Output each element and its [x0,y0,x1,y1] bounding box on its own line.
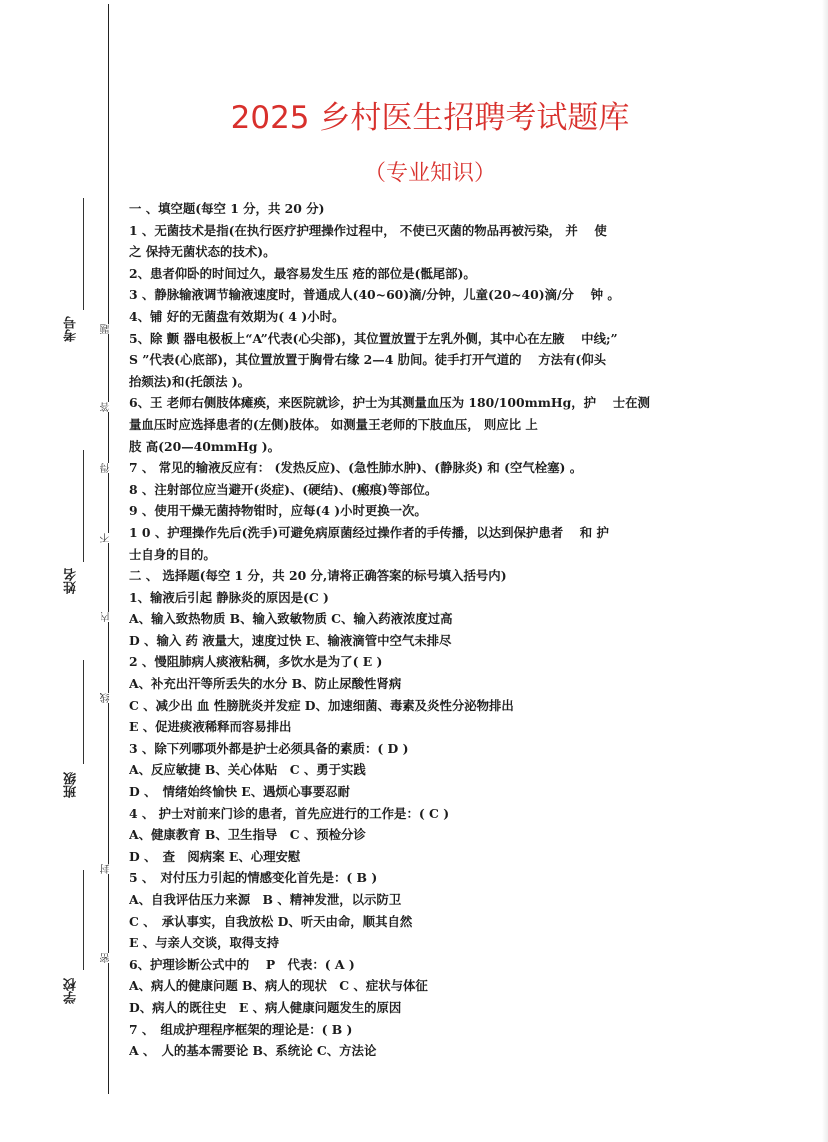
binding-mark: 封 [101,864,115,874]
text-line: 抬颏法)和(托颌法 )。 [129,373,251,389]
text-line: 1 、无菌技术是指(在执行医疗护理操作过程中， 不使已灭菌的物品再被污染， 并 使 [129,222,607,238]
text-line: A、自我评估压力来源 B 、精神发泄，以示防卫 [129,892,402,907]
text-line: E 、与亲人交谈，取得支持 [129,935,280,951]
text-line: 8 、注射部位应当避开(炎症)、(硬结)、(瘢痕)等部位。 [129,481,438,497]
text-line: 士自身的目的。 [129,546,216,562]
text-line: 4、铺 好的无菌盘有效期为( 4 )小时。 [129,308,345,324]
exam-number-field[interactable] [62,198,84,358]
text-line: S ”代表(心底部)，其位置放置于胸骨右缘 2—4 肋间。徒手打开气道的 方法有(仰头 [129,352,607,368]
text-line: 3 、除下列哪项外都是护士必须具备的素质：( D ) [129,740,409,756]
text-line: 5 、 对付压力引起的情感变化首先是：( B ) [129,870,378,886]
class-field[interactable] [62,660,84,810]
text-line: A、补充出汗等所丢失的水分 B、防止尿酸性肾病 [129,676,402,692]
text-line: 9 、使用干燥无菌持物钳时，应每(4 )小时更换一次。 [129,503,427,519]
binding-line [108,4,109,1094]
text-line: 肢 高(20—40mmHg )。 [129,438,280,454]
class-label: 班级 [64,772,79,798]
text-line: 2、患者仰卧的时间过久，最容易发生压 疮的部位是(骶尾部)。 [129,265,476,281]
text-line: C 、减少出 血 性膀胱炎并发症 D、加速细菌、毒素及炎性分泌物排出 [129,697,514,713]
text-line: 7 、 常见的输液反应有： (发热反应)、(急性肺水肿)、(静脉炎) 和 (空气栓塞) 。 [129,460,583,476]
binding-mark: 不 [101,533,115,543]
text-line: 量血压时应选择患者的(左侧)肢体。 如测量王老师的下肢血压， 则应比 上 [129,416,538,432]
binding-mark: 答 [101,402,115,412]
text-line: A 、 人的基本需要论 B、系统论 C、方法论 [129,1043,377,1059]
text-line: E 、促进痰液稀释而容易排出 [129,719,292,735]
exam-number-line [83,198,84,310]
name-label: 姓名 [64,568,79,594]
text-line: 1 0 、护理操作先后(洗手)可避免病原菌经过操作者的手传播，以达到保护患者 和 护 [129,524,609,540]
page-subtitle: （专业知识） [363,161,496,186]
text-line: 7 、 组成护理程序框架的理论是：( B ) [129,1021,353,1037]
binding-mark: 线 [101,693,115,703]
text-line: D 、 查 阅病案 E、心理安慰 [129,848,301,864]
text-line: 一 、填空题(每空 1 分，共 20 分) [129,201,325,216]
name-line [83,450,84,562]
text-line: A、反应敏捷 B、关心体贴 C 、勇于实践 [129,762,366,778]
page-title: 2025 乡村医生招聘考试题库 [230,100,630,136]
binding-mark: 得 [101,463,115,473]
school-field[interactable] [62,870,84,1020]
school-line [83,870,84,970]
question-content [129,198,709,1062]
binding-mark: 题 [101,324,115,334]
text-line: 6、王 老师右侧肢体瘫痪，来医院就诊，护士为其测量血压为 180/100mmHg，护 士在测 [129,395,650,411]
text-line: 之 保持无菌状态的技术)。 [129,244,276,260]
text-line: 3 、静脉输液调节输液速度时，普通成人(40~60)滴/分钟，儿童(20~40)滴/分 钟 。 [129,287,620,303]
binding-mark: 密 [101,953,115,963]
binding-mark: 内 [101,612,115,622]
text-line: 2 、慢阻肺病人痰液粘稠，多饮水是为了( E ) [129,654,383,670]
text-line: D、病人的既往史 E 、病人健康问题发生的原因 [129,999,402,1015]
text-line: 二 、 选择题(每空 1 分，共 20 分,请将正确答案的标号填入括号内) [129,568,507,584]
name-field[interactable] [62,450,84,600]
text-line: 1、输液后引起 静脉炎的原因是(C ) [129,589,329,605]
text-line: D 、 情绪始终愉快 E、遇烦心事要忍耐 [129,784,350,800]
exam-number-label: 考号 [64,316,79,342]
text-line: A、健康教育 B、卫生指导 C 、预检分诊 [129,827,366,843]
text-line: A、病人的健康问题 B、病人的现状 C 、症状与体征 [129,978,428,994]
text-line: 4 、 护士对前来门诊的患者，首先应进行的工作是：( C ) [129,805,450,821]
text-line: C 、 承认事实，自我放松 D、听天由命，顺其自然 [129,913,413,929]
text-line: 5、除 颤 器电极板上“A”代表(心尖部)，其位置放置于左乳外侧，其中心在左腋 中线;” [129,330,618,346]
school-label: 学校 [64,978,79,1004]
page-edge [822,0,828,1142]
text-line: A、输入致热物质 B、输入致敏物质 C、输入药液浓度过高 [129,611,453,627]
text-line: D 、输入 药 液量大，速度过快 E、输液滴管中空气未排尽 [129,632,452,648]
text-line: 6、护理诊断公式中的 P 代表：( A ) [129,956,355,972]
class-line [83,660,84,764]
